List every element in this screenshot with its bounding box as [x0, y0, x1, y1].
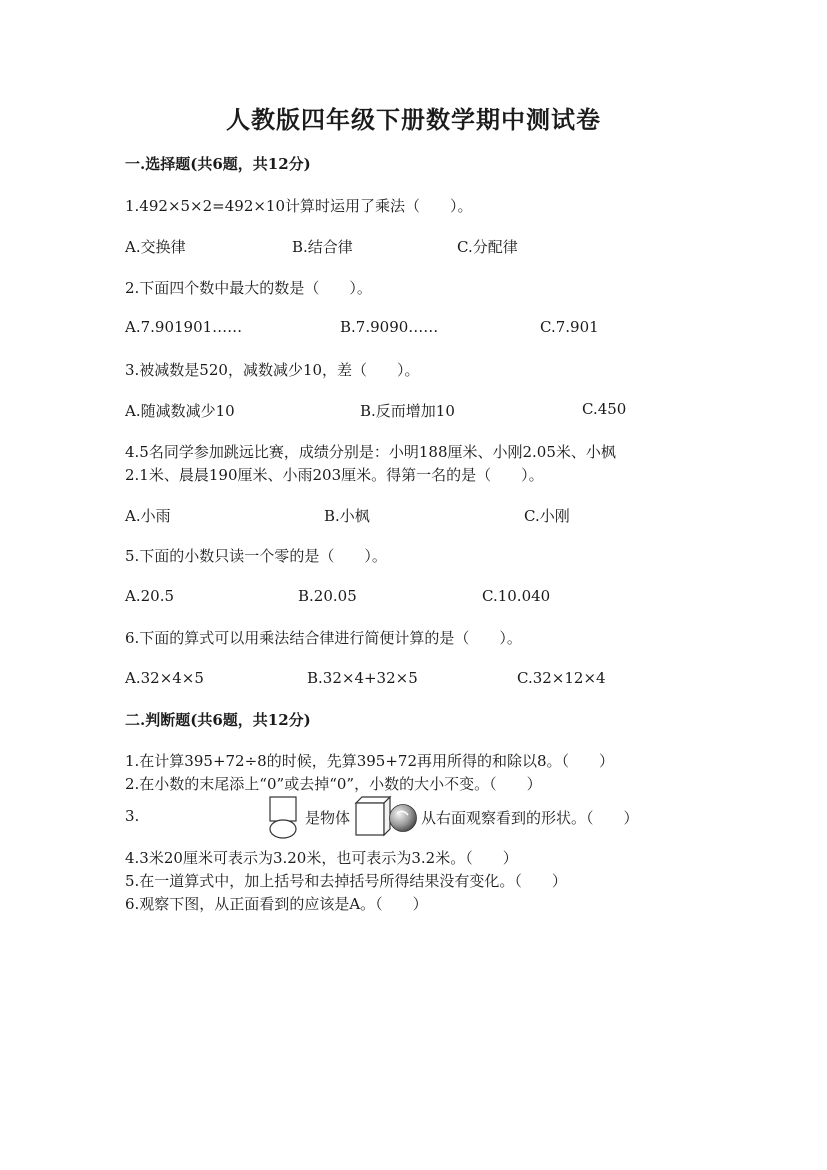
option-b: B.20.05: [298, 587, 357, 605]
page-title: 人教版四年级下册数学期中测试卷: [226, 105, 601, 134]
option-b: B.结合律: [292, 238, 353, 256]
option-c: C.分配律: [457, 238, 518, 256]
question-text-part: 从右面观察看到的形状。（ ）: [421, 809, 639, 827]
option-a: A.7.901901……: [125, 318, 243, 336]
option-b: B.反而增加10: [360, 402, 455, 420]
question-text-part: 是物体: [305, 809, 351, 827]
question-text: 5.在一道算式中，加上括号和去掉括号所得结果没有变化。（ ）: [125, 872, 567, 890]
question-text: 2.下面四个数中最大的数是（ ）。: [125, 279, 372, 297]
section-heading-judgement: 二.判断题(共6题，共12分): [125, 711, 311, 729]
square-over-circle-icon: [268, 795, 300, 839]
question-text: 3.被减数是520，减数减少10，差（ ）。: [125, 361, 420, 379]
question-text: 1.492×5×2=492×10计算时运用了乘法（ ）。: [125, 197, 473, 215]
option-c: C.450: [582, 400, 627, 418]
option-b: B.7.9090……: [340, 318, 439, 336]
question-number: 3.: [125, 807, 140, 825]
option-b: B.32×4+32×5: [307, 669, 418, 687]
option-c: C.7.901: [540, 318, 599, 336]
ball-icon: [388, 803, 418, 833]
question-text: 4.5名同学参加跳远比赛，成绩分别是：小明188厘米、小刚2.05米、小枫: [125, 443, 616, 461]
option-a: A.随减数减少10: [125, 402, 235, 420]
question-text: 6.观察下图，从正面看到的应该是A。（ ）: [125, 895, 428, 913]
option-a: A.20.5: [125, 587, 174, 605]
option-c: C.10.040: [482, 587, 551, 605]
option-c: C.小刚: [524, 507, 570, 525]
question-text: 1.在计算395+72÷8的时候，先算395+72再用所得的和除以8。（ ）: [125, 752, 615, 770]
question-3-row: [125, 795, 685, 845]
option-c: C.32×12×4: [517, 669, 606, 687]
question-text: 6.下面的算式可以用乘法结合律进行简便计算的是（ ）。: [125, 629, 522, 647]
option-a: A.32×4×5: [125, 669, 204, 687]
option-b: B.小枫: [324, 507, 370, 525]
question-text: 5.下面的小数只读一个零的是（ ）。: [125, 547, 387, 565]
option-a: A.小雨: [125, 507, 171, 525]
box-3d-icon: [354, 795, 392, 837]
option-a: A.交换律: [125, 238, 186, 256]
question-text: 2.在小数的末尾添上“0”或去掉“0”，小数的大小不变。（ ）: [125, 775, 542, 793]
question-text: 2.1米、晨晨190厘米、小雨203厘米。得第一名的是（ ）。: [125, 466, 544, 484]
question-text: 4.3米20厘米可表示为3.20米，也可表示为3.2米。（ ）: [125, 849, 518, 867]
section-heading-choice: 一.选择题(共6题，共12分): [125, 155, 311, 173]
